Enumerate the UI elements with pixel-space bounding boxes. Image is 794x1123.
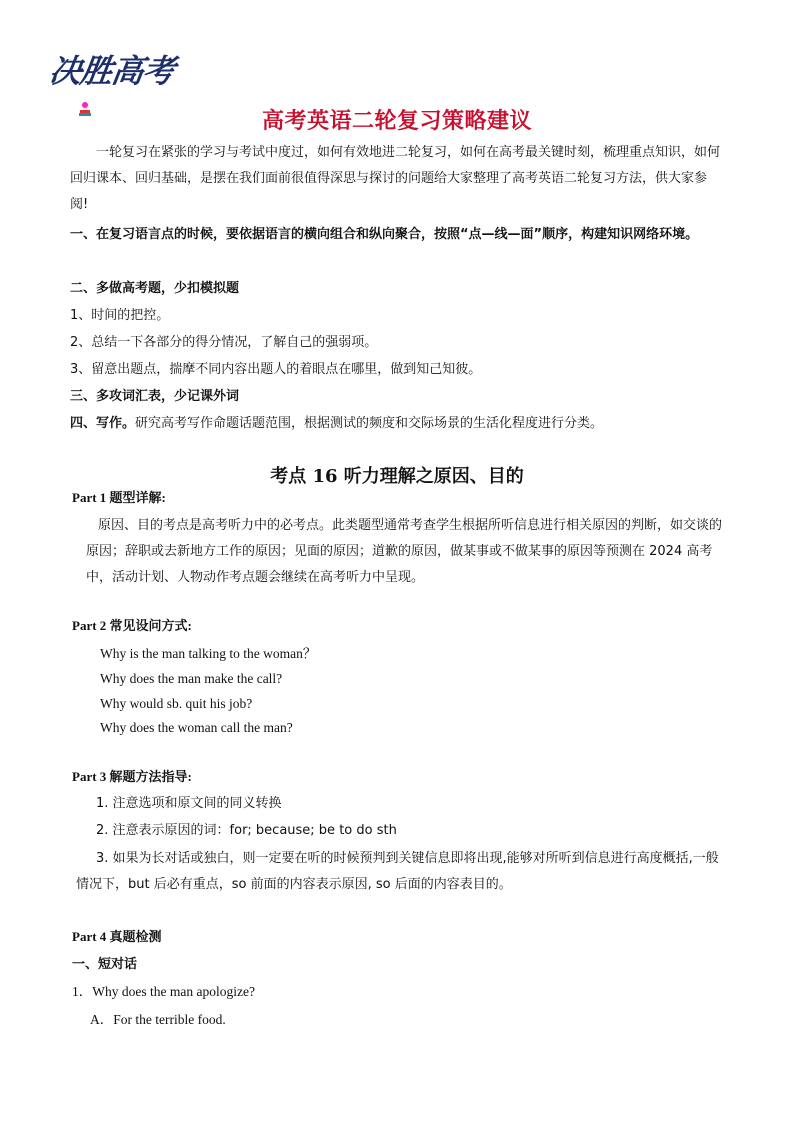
- intro-paragraph: 一轮复习在紧张的学习与考试中度过，如何有效地进二轮复习，如何在高考最关键时刻，梳理重点知识，如何回归课本、回归基础，是摆在我们面前很值得深思与探讨的问题给大家整理了高考英语二轮复习方法，供大家参阅!: [70, 145, 721, 212]
- question-item: Why does the man make the call?: [100, 671, 283, 686]
- section-2-item: 3、留意出题点，揣摩不同内容出题人的着眼点在哪里，做到知己知彼。: [70, 362, 482, 377]
- section-2-heading: 二、多做高考题，少扣模拟题: [70, 281, 240, 296]
- method-item: 2. 注意表示原因的词：for; because; be to do sth: [96, 823, 397, 838]
- part2-label: Part 2 常见设问方式:: [72, 618, 192, 633]
- method-item: 3. 如果为长对话或独白，则一定要在听的时候预判到关键信息即将出现,能够对所听到信息进行高度概括,一般情况下，but 后必有重点，so 前面的内容表示原因, so 后面的内容表目的。: [76, 851, 719, 892]
- method-item: 1. 注意选项和原文间的同义转换: [96, 796, 282, 811]
- part4-subheading: 一、短对话: [72, 957, 138, 972]
- logo-text: 决胜高考: [47, 52, 177, 90]
- section-2-item: 2、总结一下各部分的得分情况，了解自己的强弱项。: [70, 335, 378, 350]
- part1-label: Part 1 题型详解:: [72, 490, 166, 505]
- section-1-heading: 一、在复习语言点的时候，要依据语言的横向组合和纵向聚合，按照“点—线—面”顺序，构建知识网络环境。: [70, 227, 699, 242]
- question-1: 1．Why does the man apologize?: [72, 984, 255, 999]
- section-4: [70, 411, 730, 437]
- part4-label: Part 4 真题检测: [72, 929, 162, 944]
- kaodian-title: 考点 16 听力理解之原因、目的: [270, 466, 524, 487]
- question-item: Why would sb. quit his job?: [100, 696, 253, 711]
- question-item: Why is the man talking to the woman？: [100, 646, 317, 661]
- section-4-label: 四、写作。: [70, 416, 136, 431]
- page-title: 高考英语二轮复习策略建议: [261, 109, 532, 134]
- section-4-text: 研究高考写作命题话题范围，根据测试的频度和交际场景的生活化程度进行分类。: [135, 416, 604, 431]
- section-3-heading: 三、多攻词汇表，少记课外词: [70, 389, 240, 404]
- question-item: Why does the woman call the man?: [100, 720, 293, 735]
- part3-label: Part 3 解题方法指导:: [72, 769, 192, 784]
- section-2-item: 1、时间的把控。: [70, 308, 170, 323]
- part1-text: 原因、目的考点是高考听力中的必考点。此类题型通常考查学生根据所听信息进行相关原因的判断，如交谈的原因；辞职或去新地方工作的原因；见面的原因；道歉的原因，做某事或不做某事的原因等预测在 2024 高考中，活动计划、人物动作考点题会继续在高考听力中呈现。: [86, 518, 723, 585]
- question-1-option-a: A．For the terrible food.: [90, 1012, 226, 1027]
